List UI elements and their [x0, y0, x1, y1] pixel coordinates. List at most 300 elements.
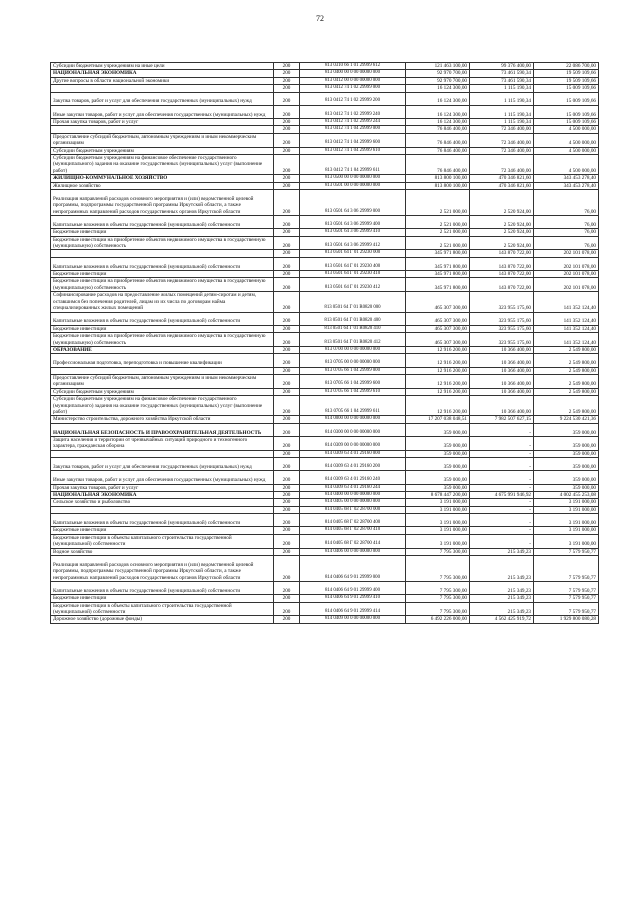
row-name-cell: Реализация направлений расходов основного мероприятия и (или) ведомственной целевой программы, подпрограммы государственной программы Иркутской области, а также непрограммных направлений расходов государственных органов Иркутской области — [51, 555, 274, 581]
row-executed-cell: - — [470, 534, 534, 548]
row-executed-cell: 1 115 190,34 — [470, 92, 534, 105]
row-remaining-cell: 4 500 000,00 — [534, 126, 599, 133]
row-line-code-cell: 200 — [274, 616, 300, 623]
row-remaining-cell: 2 549 800,00 — [534, 367, 599, 374]
row-name-cell: Водное хозяйство — [51, 548, 274, 555]
row-budget-code-cell: 814 0406 64 9 01 29999 000 — [300, 555, 406, 581]
row-line-code-cell: 200 — [274, 436, 300, 450]
row-executed-cell: 470 346 821,60 — [470, 175, 534, 182]
row-budget-code-cell: 813 0700 00 0 00 00000 000 — [300, 346, 406, 353]
row-approved-cell: 2 521 000,00 — [406, 229, 470, 236]
row-name-cell: Прочая закупка товаров, работ и услуг — [51, 484, 274, 491]
row-executed-cell: - — [470, 527, 534, 534]
row-executed-cell: 2 520 924,00 — [470, 236, 534, 250]
row-budget-code-cell: 814 0405 68 Г 02 28700 410 — [300, 527, 406, 534]
row-budget-code-cell: 813 0501 64 Г 01 R0820 412 — [300, 333, 406, 347]
row-line-code-cell: 200 — [274, 423, 300, 436]
row-line-code-cell: 200 — [274, 581, 300, 594]
table-row — [51, 527, 599, 534]
row-budget-code-cell: 814 0406 64 9 01 29999 414 — [300, 602, 406, 616]
row-name-cell: Другие вопросы в области национальной экономики — [51, 77, 274, 84]
row-approved-cell: 12 916 200,00 — [406, 346, 470, 353]
row-line-code-cell: 200 — [274, 216, 300, 229]
row-executed-cell: 10 366 400,00 — [470, 388, 534, 395]
row-remaining-cell: 19 509 109,66 — [534, 77, 599, 84]
row-line-code-cell: 200 — [274, 396, 300, 416]
table-row — [51, 77, 599, 84]
row-budget-code-cell: 813 0412 74 1 02 29999 000 — [300, 85, 406, 92]
row-line-code-cell: 200 — [274, 271, 300, 278]
row-executed-cell: 323 955 175,60 — [470, 292, 534, 312]
row-budget-code-cell: 813 0501 64 3 06 29999 410 — [300, 229, 406, 236]
row-line-code-cell: 200 — [274, 527, 300, 534]
row-budget-code-cell: 813 0412 00 0 00 00000 000 — [300, 77, 406, 84]
row-budget-code-cell: 813 0501 64 Г 01 R0820 410 — [300, 325, 406, 332]
row-line-code-cell: 200 — [274, 77, 300, 84]
row-executed-cell: 4 675 991 946,92 — [470, 491, 534, 498]
row-line-code-cell: 200 — [274, 471, 300, 484]
row-approved-cell: 76 846 400,00 — [406, 126, 470, 133]
row-remaining-cell: 141 352 124,40 — [534, 325, 599, 332]
row-line-code-cell: 200 — [274, 190, 300, 216]
table-row — [51, 133, 599, 147]
row-name-cell: Прочая закупка товаров, работ и услуг — [51, 119, 274, 126]
row-executed-cell: - — [470, 458, 534, 471]
row-approved-cell: 6 492 226 000,00 — [406, 616, 470, 623]
row-name-cell: ОБРАЗОВАНИЕ — [51, 346, 274, 353]
row-budget-code-cell: 813 0501 64 Г 01 29230 410 — [300, 271, 406, 278]
row-approved-cell: 345 971 800,00 — [406, 257, 470, 270]
row-executed-cell: 470 346 821,60 — [470, 182, 534, 189]
table-row — [51, 514, 599, 527]
row-executed-cell: 99 376 400,00 — [470, 63, 534, 70]
row-approved-cell: 345 971 800,00 — [406, 271, 470, 278]
row-approved-cell: 3 191 000,00 — [406, 506, 470, 513]
row-remaining-cell: 4 500 000,00 — [534, 155, 599, 175]
row-approved-cell: 12 916 200,00 — [406, 396, 470, 416]
row-remaining-cell: 15 009 109,66 — [534, 119, 599, 126]
row-approved-cell: 12 916 200,00 — [406, 367, 470, 374]
row-approved-cell: 16 124 300,00 — [406, 105, 470, 118]
row-name-cell: Бюджетные инвестиции на приобретение объектов недвижимого имущества в государственную (муниципальную) собственность — [51, 236, 274, 250]
row-approved-cell: 76 846 400,00 — [406, 133, 470, 147]
table-row — [51, 416, 599, 423]
table-row — [51, 423, 599, 436]
row-name-cell: Софинансирование расходов на предоставление жилых помещений детям-сиротам и детям, оставшимся без попечения родителей, лицам из их числа по договорам найма специализированных жилых помещений — [51, 292, 274, 312]
row-approved-cell: 12 916 200,00 — [406, 388, 470, 395]
row-name-cell: Дорожное хозяйство (дорожные фонды) — [51, 616, 274, 623]
row-name-cell: НАЦИОНАЛЬНАЯ БЕЗОПАСНОСТЬ И ПРАВООХРАНИТЕЛЬНАЯ ДЕЯТЕЛЬНОСТЬ — [51, 423, 274, 436]
table-row — [51, 63, 599, 70]
row-executed-cell: 1 115 190,34 — [470, 105, 534, 118]
row-line-code-cell: 200 — [274, 602, 300, 616]
table-row — [51, 484, 599, 491]
row-approved-cell: 813 800 100,00 — [406, 175, 470, 182]
row-line-code-cell: 200 — [274, 63, 300, 70]
row-approved-cell: 7 795 300,00 — [406, 555, 470, 581]
row-executed-cell: 10 366 400,00 — [470, 396, 534, 416]
table-row — [51, 595, 599, 602]
row-remaining-cell: 2 549 800,00 — [534, 388, 599, 395]
row-name-cell: Жилищное хозяйство — [51, 182, 274, 189]
row-remaining-cell: 15 009 109,66 — [534, 92, 599, 105]
row-budget-code-cell: 814 0405 68 Г 02 28700 414 — [300, 534, 406, 548]
row-line-code-cell: 200 — [274, 534, 300, 548]
row-name-cell: Капитальные вложения в объекты государственной (муниципальной) собственности — [51, 216, 274, 229]
row-budget-code-cell: 813 0412 74 1 04 29999 611 — [300, 155, 406, 175]
row-approved-cell: 3 191 000,00 — [406, 514, 470, 527]
row-remaining-cell: 76,00 — [534, 236, 599, 250]
row-budget-code-cell: 814 0309 63 4 01 29160 244 — [300, 484, 406, 491]
row-approved-cell: 12 916 200,00 — [406, 354, 470, 367]
row-budget-code-cell: 813 0412 74 1 04 29999 610 — [300, 147, 406, 154]
row-executed-cell: 2 520 924,00 — [470, 216, 534, 229]
row-remaining-cell: 3 191 000,00 — [534, 506, 599, 513]
row-line-code-cell: 200 — [274, 354, 300, 367]
row-budget-code-cell: 813 0500 00 0 00 00000 000 — [300, 175, 406, 182]
row-approved-cell: 465 307 300,00 — [406, 292, 470, 312]
row-approved-cell: 7 795 300,00 — [406, 595, 470, 602]
table-row — [51, 155, 599, 175]
table-row — [51, 175, 599, 182]
row-executed-cell: 323 955 175,60 — [470, 312, 534, 325]
row-remaining-cell: 2 549 800,00 — [534, 396, 599, 416]
row-budget-code-cell: 813 0705 66 1 04 29999 610 — [300, 388, 406, 395]
row-budget-code-cell: 814 0309 00 0 00 00000 000 — [300, 436, 406, 450]
row-executed-cell: 1 115 190,34 — [470, 85, 534, 92]
row-approved-cell: 3 191 000,00 — [406, 499, 470, 506]
row-executed-cell: - — [470, 506, 534, 513]
row-executed-cell: 73 461 590,34 — [470, 77, 534, 84]
row-budget-code-cell: 813 0412 74 1 02 29999 200 — [300, 92, 406, 105]
row-approved-cell: 92 970 700,00 — [406, 70, 470, 77]
row-line-code-cell: 200 — [274, 450, 300, 457]
row-name-cell: Субсидии бюджетным учреждениям — [51, 388, 274, 395]
row-budget-code-cell: 813 0412 74 1 04 29999 000 — [300, 126, 406, 133]
row-approved-cell: 16 124 300,00 — [406, 92, 470, 105]
row-budget-code-cell: 813 0501 64 Г 01 R0820 000 — [300, 292, 406, 312]
row-budget-code-cell: 814 0309 63 4 01 29160 240 — [300, 471, 406, 484]
row-remaining-cell: 76,00 — [534, 190, 599, 216]
row-executed-cell: - — [470, 514, 534, 527]
row-name-cell — [51, 367, 274, 374]
row-line-code-cell: 200 — [274, 175, 300, 182]
row-executed-cell: 143 870 722,00 — [470, 250, 534, 257]
row-remaining-cell: 4 002 455 253,08 — [534, 491, 599, 498]
row-budget-code-cell: 813 0501 64 Г 01 29230 000 — [300, 250, 406, 257]
row-budget-code-cell: 813 0501 64 Г 01 29230 412 — [300, 278, 406, 292]
table-row — [51, 346, 599, 353]
page-number: 72 — [316, 14, 324, 23]
row-approved-cell: 359 000,00 — [406, 423, 470, 436]
row-name-cell: Сельское хозяйство и рыболовство — [51, 499, 274, 506]
row-remaining-cell: 141 352 124,40 — [534, 333, 599, 347]
row-line-code-cell: 200 — [274, 119, 300, 126]
table-row — [51, 147, 599, 154]
row-budget-code-cell: 813 0501 64 3 06 29999 400 — [300, 216, 406, 229]
row-line-code-cell: 200 — [274, 133, 300, 147]
row-name-cell: Субсидии бюджетным учреждениям на финансовое обеспечение государственного (муниципального) задания на оказание государственных (муниципальных) услуг (выполнение работ) — [51, 155, 274, 175]
row-name-cell: Бюджетные инвестиции в объекты капитального строительства государственной (муниципальной) собственности — [51, 534, 274, 548]
table-row — [51, 374, 599, 388]
row-approved-cell: 3 191 000,00 — [406, 534, 470, 548]
table-row — [51, 548, 599, 555]
row-executed-cell: 143 870 722,00 — [470, 271, 534, 278]
row-remaining-cell: 4 500 000,00 — [534, 147, 599, 154]
row-line-code-cell: 200 — [274, 147, 300, 154]
row-executed-cell: - — [470, 499, 534, 506]
row-budget-code-cell: 813 0501 64 3 06 29999 000 — [300, 190, 406, 216]
table-row — [51, 271, 599, 278]
row-name-cell: Защита населения и территории от чрезвычайных ситуаций природного и техногенного характера, гражданская оборона — [51, 436, 274, 450]
row-budget-code-cell: 813 0501 00 0 00 00000 000 — [300, 182, 406, 189]
row-remaining-cell: 141 352 124,40 — [534, 312, 599, 325]
table-row — [51, 396, 599, 416]
row-remaining-cell: 1 929 800 080,28 — [534, 616, 599, 623]
row-line-code-cell: 200 — [274, 595, 300, 602]
row-executed-cell: 10 366 400,00 — [470, 354, 534, 367]
row-executed-cell: 215 349,23 — [470, 602, 534, 616]
table-row — [51, 555, 599, 581]
table-row — [51, 250, 599, 257]
row-line-code-cell: 200 — [274, 388, 300, 395]
table-row — [51, 581, 599, 594]
table-row — [51, 182, 599, 189]
row-approved-cell: 16 124 300,00 — [406, 85, 470, 92]
row-executed-cell: 2 520 924,00 — [470, 190, 534, 216]
row-executed-cell: 143 870 722,00 — [470, 278, 534, 292]
row-name-cell: НАЦИОНАЛЬНАЯ ЭКОНОМИКА — [51, 70, 274, 77]
row-name-cell: Капитальные вложения в объекты государственной (муниципальной) собственности — [51, 257, 274, 270]
row-remaining-cell: 4 500 000,00 — [534, 133, 599, 147]
row-executed-cell: - — [470, 471, 534, 484]
row-executed-cell: 10 366 400,00 — [470, 367, 534, 374]
row-approved-cell: 465 307 300,00 — [406, 312, 470, 325]
row-name-cell: Субсидии бюджетным учреждениям — [51, 147, 274, 154]
table-row — [51, 616, 599, 623]
row-name-cell: Профессиональная подготовка, переподготовка и повышение квалификации — [51, 354, 274, 367]
table-row — [51, 325, 599, 332]
row-name-cell: Министерство строительства, дорожного хозяйства Иркутской области — [51, 416, 274, 423]
row-remaining-cell: 359 000,00 — [534, 484, 599, 491]
table-row — [51, 85, 599, 92]
row-remaining-cell: 359 000,00 — [534, 423, 599, 436]
row-executed-cell: 4 562 425 919,72 — [470, 616, 534, 623]
row-name-cell — [51, 250, 274, 257]
row-name-cell: Субсидии бюджетным учреждениям на финансовое обеспечение государственного (муниципального) задания на оказание государственных (муниципальных) услуг (выполнение работ) — [51, 396, 274, 416]
row-approved-cell: 359 000,00 — [406, 436, 470, 450]
row-approved-cell: 12 916 200,00 — [406, 374, 470, 388]
table-row — [51, 367, 599, 374]
table-row — [51, 388, 599, 395]
row-executed-cell: 215 349,23 — [470, 555, 534, 581]
row-approved-cell: 359 000,00 — [406, 484, 470, 491]
row-approved-cell: 813 800 100,00 — [406, 182, 470, 189]
row-remaining-cell: 22 086 700,00 — [534, 63, 599, 70]
row-remaining-cell: 7 579 950,77 — [534, 581, 599, 594]
row-remaining-cell: 7 579 950,77 — [534, 602, 599, 616]
row-approved-cell: 7 795 300,00 — [406, 581, 470, 594]
row-name-cell: Бюджетные инвестиции — [51, 595, 274, 602]
row-budget-code-cell: 814 0309 63 4 01 29160 000 — [300, 450, 406, 457]
row-remaining-cell: 3 191 000,00 — [534, 499, 599, 506]
row-remaining-cell: 7 579 950,77 — [534, 595, 599, 602]
row-approved-cell: 345 971 800,00 — [406, 250, 470, 257]
row-remaining-cell: 7 579 950,77 — [534, 548, 599, 555]
row-approved-cell: 2 521 000,00 — [406, 190, 470, 216]
row-budget-code-cell: 814 0406 00 0 00 00000 000 — [300, 548, 406, 555]
row-remaining-cell: 359 000,00 — [534, 458, 599, 471]
row-approved-cell: 359 000,00 — [406, 471, 470, 484]
row-budget-code-cell: 814 0000 00 0 00 00000 000 — [300, 416, 406, 423]
table-row — [51, 70, 599, 77]
row-budget-code-cell: 813 0310 66 1 01 29999 612 — [300, 63, 406, 70]
row-executed-cell: 143 870 722,00 — [470, 257, 534, 270]
row-line-code-cell: 200 — [274, 367, 300, 374]
row-remaining-cell: 2 549 800,00 — [534, 374, 599, 388]
row-remaining-cell: 141 352 124,40 — [534, 292, 599, 312]
row-approved-cell: 465 307 300,00 — [406, 333, 470, 347]
table-row — [51, 119, 599, 126]
row-name-cell: Бюджетные инвестиции на приобретение объектов недвижимого имущества в государственную (муниципальную) собственность — [51, 278, 274, 292]
row-executed-cell: - — [470, 450, 534, 457]
row-approved-cell: 92 970 700,00 — [406, 77, 470, 84]
row-approved-cell: 3 191 000,00 — [406, 527, 470, 534]
row-name-cell: НАЦИОНАЛЬНАЯ ЭКОНОМИКА — [51, 491, 274, 498]
row-name-cell: Бюджетные инвестиции в объекты капитального строительства государственной (муниципальной) собственности — [51, 602, 274, 616]
row-remaining-cell: 9 224 530 421,36 — [534, 416, 599, 423]
row-remaining-cell: 343 453 278,40 — [534, 182, 599, 189]
row-line-code-cell: 200 — [274, 333, 300, 347]
row-name-cell: Закупка товаров, работ и услуг для обеспечения государственных (муниципальных) нужд — [51, 92, 274, 105]
row-approved-cell: 8 678 447 200,00 — [406, 491, 470, 498]
row-line-code-cell: 200 — [274, 229, 300, 236]
row-name-cell: Бюджетные инвестиции — [51, 229, 274, 236]
table-row — [51, 499, 599, 506]
table-row — [51, 491, 599, 498]
row-name-cell: Предоставление субсидий бюджетным, автономным учреждениям и иным некоммерческим организациям — [51, 374, 274, 388]
row-budget-code-cell: 813 0501 64 3 06 29999 412 — [300, 236, 406, 250]
row-remaining-cell: 2 549 800,00 — [534, 354, 599, 367]
row-name-cell: Капитальные вложения в объекты государственной (муниципальной) собственности — [51, 312, 274, 325]
table-row — [51, 190, 599, 216]
row-line-code-cell: 200 — [274, 484, 300, 491]
row-budget-code-cell: 813 0705 00 0 00 00000 000 — [300, 354, 406, 367]
row-budget-code-cell: 813 0412 74 1 04 29999 600 — [300, 133, 406, 147]
row-name-cell: Бюджетные инвестиции — [51, 325, 274, 332]
row-budget-code-cell: 813 0400 00 0 00 00000 000 — [300, 70, 406, 77]
row-remaining-cell: 359 000,00 — [534, 436, 599, 450]
row-name-cell: ЖИЛИЩНО-КОММУНАЛЬНОЕ ХОЗЯЙСТВО — [51, 175, 274, 182]
row-remaining-cell: 76,00 — [534, 229, 599, 236]
row-name-cell: Закупка товаров, работ и услуг для обеспечения государственных (муниципальных) нужд — [51, 458, 274, 471]
row-line-code-cell: 200 — [274, 458, 300, 471]
table-row — [51, 92, 599, 105]
row-remaining-cell: 202 101 078,00 — [534, 257, 599, 270]
table-row — [51, 105, 599, 118]
row-budget-code-cell: 814 0406 64 9 01 29999 400 — [300, 581, 406, 594]
row-line-code-cell: 200 — [274, 70, 300, 77]
row-executed-cell: 215 349,23 — [470, 595, 534, 602]
table-row — [51, 602, 599, 616]
table-row — [51, 216, 599, 229]
row-budget-code-cell: 813 0412 74 1 02 29999 240 — [300, 105, 406, 118]
row-remaining-cell: 202 101 078,00 — [534, 250, 599, 257]
table-row — [51, 333, 599, 347]
row-remaining-cell: 7 579 950,77 — [534, 555, 599, 581]
row-remaining-cell: 359 000,00 — [534, 471, 599, 484]
row-executed-cell: 323 955 175,60 — [470, 325, 534, 332]
row-executed-cell: 1 115 190,34 — [470, 119, 534, 126]
row-budget-code-cell: 813 0705 66 1 04 29999 611 — [300, 396, 406, 416]
table-row — [51, 126, 599, 133]
table-row — [51, 236, 599, 250]
row-executed-cell: 323 955 175,60 — [470, 333, 534, 347]
row-name-cell — [51, 506, 274, 513]
row-remaining-cell: 202 101 078,00 — [534, 278, 599, 292]
table-row — [51, 458, 599, 471]
row-name-cell: Бюджетные инвестиции — [51, 271, 274, 278]
row-line-code-cell: 200 — [274, 491, 300, 498]
row-executed-cell: 10 366 400,00 — [470, 374, 534, 388]
budget-table — [50, 62, 599, 624]
row-line-code-cell: 200 — [274, 374, 300, 388]
row-name-cell: Субсидии бюджетным учреждениям на иные цели — [51, 63, 274, 70]
row-budget-code-cell: 814 0309 63 4 01 29160 200 — [300, 458, 406, 471]
row-approved-cell: 76 846 400,00 — [406, 155, 470, 175]
row-executed-cell: 72 346 400,00 — [470, 133, 534, 147]
row-remaining-cell: 76,00 — [534, 216, 599, 229]
row-remaining-cell: 359 000,00 — [534, 450, 599, 457]
row-budget-code-cell: 813 0705 66 1 04 29999 600 — [300, 374, 406, 388]
row-name-cell: Иные закупки товаров, работ и услуг для обеспечения государственных (муниципальных) нужд — [51, 105, 274, 118]
row-remaining-cell: 3 191 000,00 — [534, 534, 599, 548]
row-line-code-cell: 200 — [274, 506, 300, 513]
table-row — [51, 436, 599, 450]
row-remaining-cell: 343 453 278,40 — [534, 175, 599, 182]
table-row — [51, 312, 599, 325]
row-line-code-cell: 200 — [274, 155, 300, 175]
row-budget-code-cell: 813 0705 66 1 04 29999 000 — [300, 367, 406, 374]
row-name-cell — [51, 126, 274, 133]
table-row — [51, 506, 599, 513]
row-name-cell — [51, 85, 274, 92]
row-budget-code-cell: 813 0501 64 Г 01 29230 400 — [300, 257, 406, 270]
row-remaining-cell: 15 009 109,66 — [534, 85, 599, 92]
row-budget-code-cell: 814 0409 00 0 00 00000 000 — [300, 616, 406, 623]
row-executed-cell: 72 346 400,00 — [470, 155, 534, 175]
row-name-cell: Иные закупки товаров, работ и услуг для обеспечения государственных (муниципальных) нужд — [51, 471, 274, 484]
row-line-code-cell: 200 — [274, 182, 300, 189]
row-line-code-cell: 200 — [274, 92, 300, 105]
row-approved-cell: 7 795 300,00 — [406, 548, 470, 555]
row-name-cell: Предоставление субсидий бюджетным, автономным учреждениям и иным некоммерческим организациям — [51, 133, 274, 147]
row-approved-cell: 359 000,00 — [406, 458, 470, 471]
row-line-code-cell: 200 — [274, 105, 300, 118]
row-executed-cell: 10 366 400,00 — [470, 346, 534, 353]
row-budget-code-cell: 814 0405 68 Г 02 28700 000 — [300, 506, 406, 513]
table-row — [51, 534, 599, 548]
row-approved-cell: 76 846 400,00 — [406, 147, 470, 154]
row-budget-code-cell: 814 0406 64 9 01 29999 410 — [300, 595, 406, 602]
row-line-code-cell: 200 — [274, 346, 300, 353]
row-approved-cell: 17 207 038 048,51 — [406, 416, 470, 423]
row-line-code-cell: 200 — [274, 325, 300, 332]
table-row — [51, 278, 599, 292]
row-approved-cell: 2 521 000,00 — [406, 216, 470, 229]
row-executed-cell: 215 349,23 — [470, 581, 534, 594]
table-row — [51, 292, 599, 312]
